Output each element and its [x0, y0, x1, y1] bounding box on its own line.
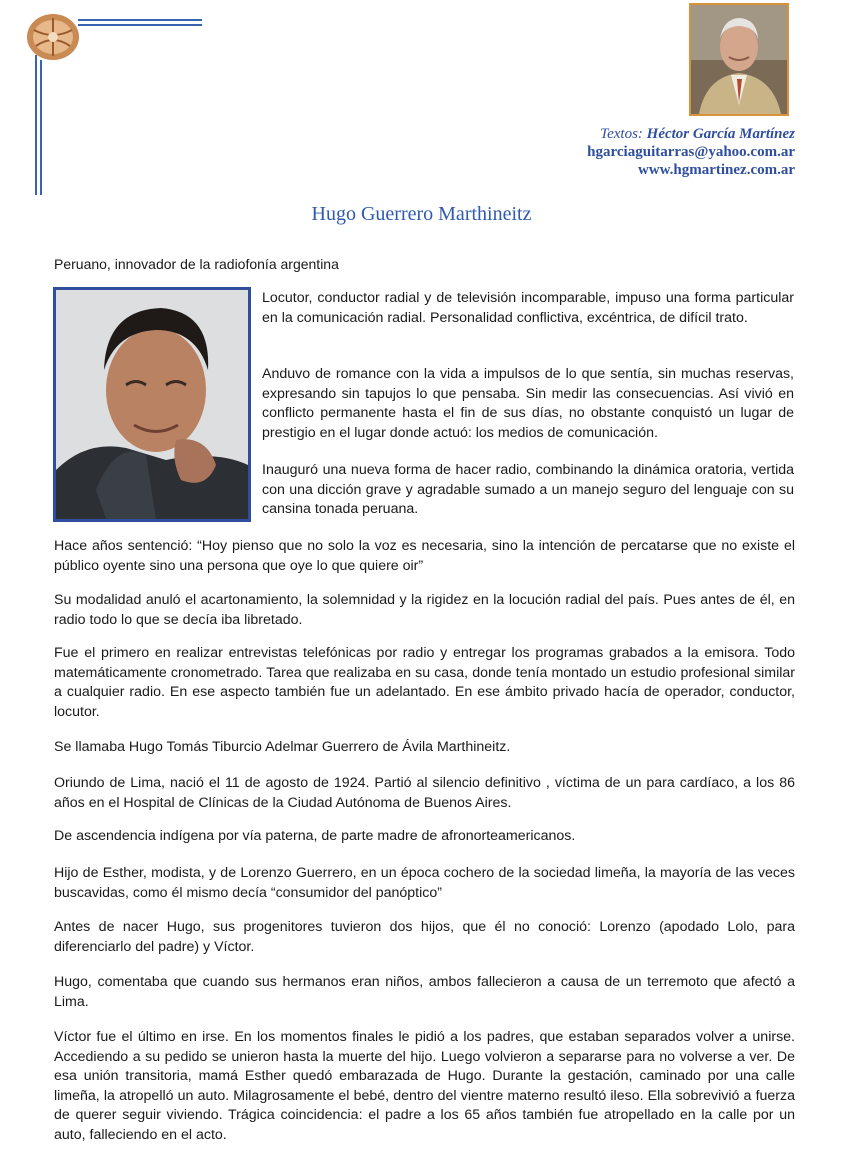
paragraph-4: Hace años sentenció: “Hoy pienso que no solo la voz es necesaria, sino la intención de percatarse que no existe el público oyente sino una persona que oye lo que quiere oir”: [54, 538, 795, 574]
header-rule-bottom: [78, 24, 202, 26]
paragraph-8: Oriundo de Lima, nació el 11 de agosto de 1924. Partió al silencio definitivo , víctima de un para cardíaco, a los 86 años en el Hospital de Clínicas de la Ciudad Autónoma de Buenos Aires.: [54, 775, 795, 811]
paragraph-10: Hijo de Esther, modista, y de Lorenzo Guerrero, en un época cochero de la sociedad limeña, la mayoría de las veces buscavidas, como él mismo decía “consumidor del panóptico”: [54, 865, 795, 901]
margin-rule-outer: [35, 55, 37, 195]
credits-block: [587, 125, 795, 179]
paragraph-6: Fue el primero en realizar entrevistas telefónicas por radio y entregar los programas grabados a la emisora. Todo matemáticamente cronometrado. Tarea que realizaba en su casa, donde tenía montado un estudio profesional similar a cualquier radio. En ese aspecto también fue un adelantado. En ese ámbito privado hacía de operador, conductor, locutor.: [54, 645, 795, 720]
page-title: Hugo Guerrero Marthineitz: [311, 203, 532, 225]
paragraph-9: De ascendencia indígena por vía paterna, de parte madre de afronorteamericanos.: [54, 828, 576, 844]
author-email[interactable]: hgarciaguitarras@yahoo.com.ar: [587, 144, 795, 160]
margin-rule-inner: [40, 60, 42, 195]
author-photo: [689, 3, 789, 116]
paragraph-12: Hugo, comentaba que cuando sus hermanos eran niños, ambos fallecieron a causa de un terremoto que afectó a Lima.: [54, 974, 795, 1010]
shell-ornament-icon: [24, 10, 82, 62]
subject-portrait: [53, 287, 251, 522]
paragraph-5: Su modalidad anuló el acartonamiento, la solemnidad y la rigidez en la locución radial del país. Pues antes de él, en radio todo lo que se decía iba libretado.: [54, 592, 795, 628]
paragraph-13: Víctor fue el último en irse. En los momentos finales le pidió a los padres, que estaban separados volver a unirse. Accediendo a su pedido se unieron hasta la muerte del hijo. Luego volvieron a separarse para no volverse a ver. De esa unión transitoria, mamá Esther quedó embarazada de Hugo. Durante la gestación, caminado por una calle limeña, la atropelló un auto. Milagrosamente el bebé, dentro del vientre materno resultó ileso. Ella sobrevivió a fuerza de querer seguir viviendo. Trágica coincidencia: el padre a los 65 años también fue atropellado en la calle por un auto, falleciendo en el acto.: [54, 1029, 795, 1143]
author-website[interactable]: www.hgmartinez.com.ar: [637, 162, 795, 178]
paragraph-11: Antes de nacer Hugo, sus progenitores tuvieron dos hijos, que él no conoció: Lorenzo (apodado Lolo, para diferenciarlo del padre) y Víctor.: [54, 919, 795, 955]
paragraph-2: Anduvo de romance con la vida a impulsos de lo que sentía, sin muchas reservas, expresando sin tapujos lo que pensaba. Sin medir las consecuencias. Así vivió en conflicto permanente hasta el fin de sus días, no obstante conquistó un lugar de prestigio en el lugar donde actuó: los medios de comunicación.: [262, 366, 794, 441]
paragraph-1: Locutor, conductor radial y de televisión incomparable, impuso una forma particular en la comunicación radial. Personalidad conflictiva, excéntrica, de difícil trato.: [262, 290, 794, 326]
subtitle: Peruano, innovador de la radiofonía argentina: [54, 256, 339, 272]
credit-name: Héctor García Martínez: [646, 126, 795, 142]
header-rule-top: [78, 19, 202, 21]
paragraph-3: Inauguró una nueva forma de hacer radio, combinando la dinámica oratoria, vertida con una dicción grave y agradable sumado a un manejo seguro del lenguaje con su cansina tonada peruana.: [262, 462, 794, 517]
paragraph-7: Se llamaba Hugo Tomás Tiburcio Adelmar Guerrero de Ávila Marthineitz.: [54, 739, 511, 755]
credit-line: [587, 125, 795, 143]
credit-label: Textos:: [600, 126, 643, 142]
